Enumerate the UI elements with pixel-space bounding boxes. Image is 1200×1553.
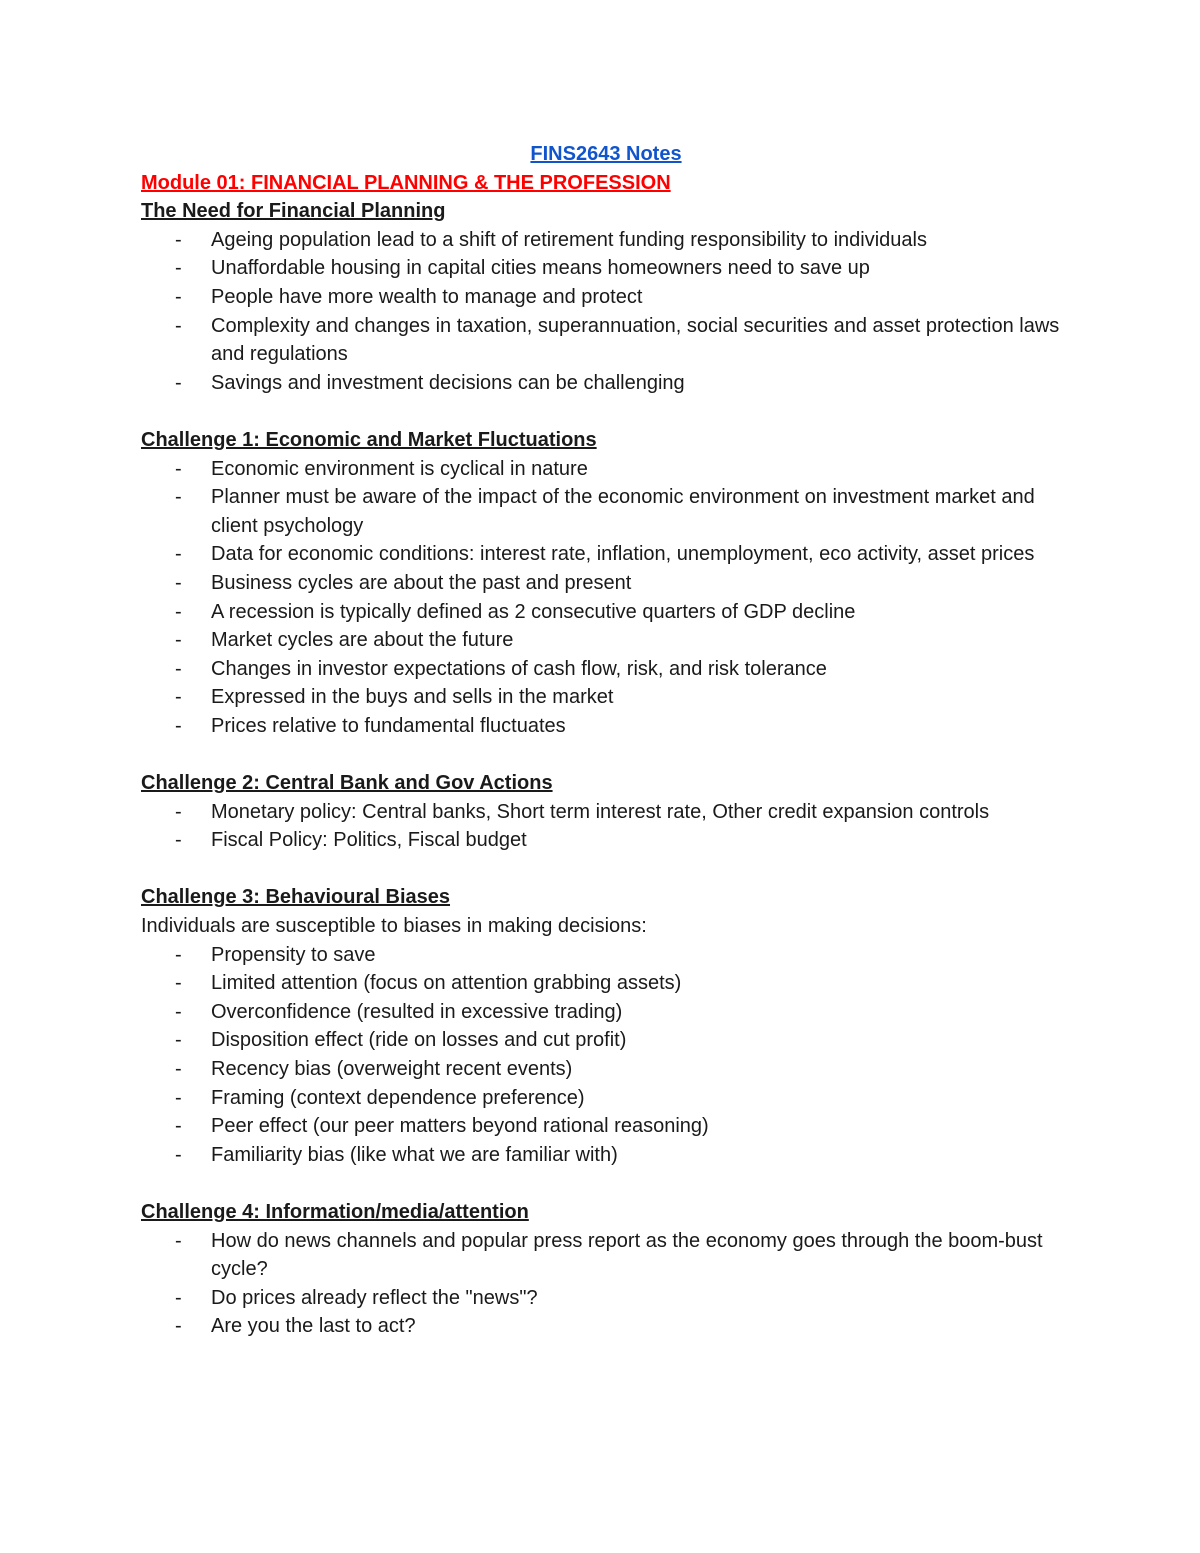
list-item [141,998,1071,1027]
list-item [141,683,1071,712]
list-item [141,226,1071,255]
list-item [141,1055,1071,1084]
list-item-text: Changes in investor expectations of cash flow, risk, and risk tolerance [211,657,827,680]
challenge-3-intro: Individuals are susceptible to biases in making decisions: [141,915,647,938]
bullet-dash: - [175,657,182,680]
list-item-text: Prices relative to fundamental fluctuates [211,714,566,737]
spacer [141,740,1071,769]
list-item [141,712,1071,741]
list-item [141,455,1071,484]
bullet-list-challenge-1 [141,455,1071,741]
list-item-text: Ageing population lead to a shift of retirement funding responsibility to individuals [211,228,927,251]
bullet-dash: - [175,1115,182,1138]
list-item [141,1227,1071,1284]
bullet-dash: - [175,571,182,594]
list-item [141,312,1071,369]
list-item-text: Framing (context dependence preference) [211,1086,585,1109]
list-item [141,1026,1071,1055]
section-heading-challenge-3: Challenge 3: Behavioural Biases [141,886,451,909]
document-title: FINS2643 Notes [530,143,682,165]
list-item-text: How do news channels and popular press report as the economy goes through the boom-bust cycle? [211,1229,1043,1281]
list-item-text: Unaffordable housing in capital cities means homeowners need to save up [211,257,870,280]
bullet-list-need [141,226,1071,398]
bullet-dash: - [175,371,182,394]
list-item [141,1312,1071,1341]
list-item-text: People have more wealth to manage and protect [211,285,643,308]
bullet-dash: - [175,1029,182,1052]
section-heading-challenge-2: Challenge 2: Central Bank and Gov Actions [141,772,553,795]
bullet-dash: - [175,457,182,480]
bullet-dash: - [175,285,182,308]
bullet-dash: - [175,714,182,737]
list-item-text: Recency bias (overweight recent events) [211,1058,573,1080]
document-body [141,140,1071,1341]
bullet-dash: - [175,1229,182,1252]
list-item [141,626,1071,655]
list-item-text: Disposition effect (ride on losses and cut profit) [211,1029,627,1052]
list-item [141,826,1071,855]
bullet-dash: - [175,1143,182,1166]
list-item [141,941,1071,970]
list-item-text: Complexity and changes in taxation, superannuation, social securities and asset protection laws and regulations [211,314,1060,366]
module-title: Module 01: FINANCIAL PLANNING & THE PROFESSION [141,171,671,194]
list-item-text: Monetary policy: Central banks, Short term interest rate, Other credit expansion controls [211,800,990,823]
list-item [141,969,1071,998]
bullet-dash: - [175,1086,182,1109]
bullet-dash: - [175,314,182,337]
list-item-text: Do prices already reflect the "news"? [211,1286,538,1309]
list-item-text: Market cycles are about the future [211,629,514,652]
list-item-text: Overconfidence (resulted in excessive trading) [211,1000,623,1023]
list-item-text: Planner must be aware of the impact of the economic environment on investment market and client psychology [211,486,1035,537]
list-item [141,1084,1071,1113]
bullet-dash: - [175,486,182,509]
section-heading-need: The Need for Financial Planning [141,200,446,223]
list-item [141,598,1071,627]
list-item [141,283,1071,312]
bullet-dash: - [175,543,182,566]
bullet-dash: - [175,629,182,652]
bullet-list-challenge-3 [141,941,1071,1170]
spacer [141,1169,1071,1198]
list-item-text: A recession is typically defined as 2 consecutive quarters of GDP decline [211,600,856,623]
bullet-dash: - [175,1058,182,1080]
bullet-dash: - [175,228,182,251]
bullet-dash: - [175,686,182,709]
bullet-dash: - [175,1000,182,1023]
spacer [141,855,1071,884]
section-heading-challenge-1: Challenge 1: Economic and Market Fluctuations [141,428,597,451]
list-item-text: Are you the last to act? [211,1315,416,1338]
section-heading-challenge-4: Challenge 4: Information/media/attention [141,1200,529,1223]
list-item [141,1141,1071,1170]
list-item [141,369,1071,398]
list-item-text: Data for economic conditions: interest rate, inflation, unemployment, eco activity, asset prices [211,543,1035,566]
list-item [141,1284,1071,1313]
list-item-text: Familiarity bias (like what we are familiar with) [211,1143,618,1166]
list-item-text: Fiscal Policy: Politics, Fiscal budget [211,829,527,852]
list-item [141,655,1071,684]
bullet-dash: - [175,1286,182,1309]
bullet-dash: - [175,257,182,280]
list-item-text: Limited attention (focus on attention grabbing assets) [211,972,682,995]
list-item [141,540,1071,569]
list-item [141,569,1071,598]
bullet-dash: - [175,800,182,823]
list-item [141,1112,1071,1141]
bullet-dash: - [175,943,182,966]
bullet-dash: - [175,600,182,623]
bullet-list-challenge-2 [141,798,1071,855]
bullet-dash: - [175,829,182,852]
bullet-dash: - [175,1315,182,1338]
list-item-text: Propensity to save [211,943,376,966]
list-item-text: Economic environment is cyclical in nature [211,457,588,480]
list-item-text: Expressed in the buys and sells in the market [211,686,614,709]
list-item-text: Savings and investment decisions can be challenging [211,371,685,394]
list-item [141,483,1071,540]
bullet-list-challenge-4 [141,1227,1071,1341]
list-item-text: Peer effect (our peer matters beyond rational reasoning) [211,1115,709,1138]
bullet-dash: - [175,972,182,995]
list-item [141,798,1071,827]
spacer [141,397,1071,426]
list-item [141,254,1071,283]
list-item-text: Business cycles are about the past and present [211,571,632,594]
